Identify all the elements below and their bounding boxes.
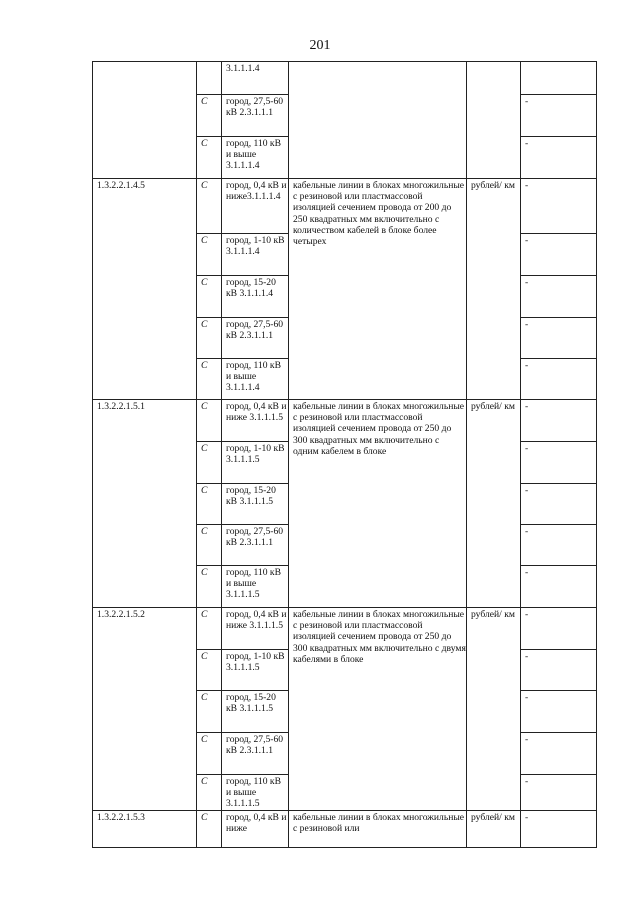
area-cell: город, 110 кВ и выше 3.1.1.1.5 bbox=[222, 775, 289, 811]
category-cell: С bbox=[197, 359, 222, 400]
table-row bbox=[93, 62, 597, 95]
value-cell: - bbox=[521, 276, 597, 318]
category-cell: С bbox=[197, 276, 222, 318]
area-cell: город, 110 кВ и выше 3.1.1.1.5 bbox=[222, 566, 289, 608]
category-cell: С bbox=[197, 137, 222, 179]
value-cell: - bbox=[521, 733, 597, 775]
value-cell: - bbox=[521, 650, 597, 691]
category-cell: С bbox=[197, 234, 222, 276]
table-row bbox=[93, 811, 597, 848]
category-cell: С bbox=[197, 95, 222, 137]
value-cell: - bbox=[521, 811, 597, 848]
area-cell: город, 27,5-60 кВ 2.3.1.1.1 bbox=[222, 318, 289, 359]
unit-cell: рублей/ км bbox=[467, 608, 521, 811]
unit-cell: рублей/ км bbox=[467, 400, 521, 608]
area-cell: город, 27,5-60 кВ 2.3.1.1.1 bbox=[222, 95, 289, 137]
area-cell: город, 110 кВ и выше 3.1.1.1.4 bbox=[222, 137, 289, 179]
code-cell: 1.3.2.2.1.5.2 bbox=[93, 608, 197, 811]
value-cell: - bbox=[521, 525, 597, 566]
area-cell: город, 0,4 кВ и ниже 3.1.1.1.5 bbox=[222, 608, 289, 650]
page-number: 201 bbox=[309, 38, 331, 53]
description-cell bbox=[289, 62, 467, 179]
category-cell: С bbox=[197, 733, 222, 775]
area-cell: 3.1.1.1.4 bbox=[222, 62, 289, 95]
code-cell: 1.3.2.2.1.4.5 bbox=[93, 179, 197, 400]
value-cell: - bbox=[521, 442, 597, 484]
table-row bbox=[93, 400, 597, 442]
category-cell: С bbox=[197, 608, 222, 650]
area-cell: город, 0,4 кВ и ниже3.1.1.1.4 bbox=[222, 179, 289, 234]
category-cell: С bbox=[197, 566, 222, 608]
value-cell: - bbox=[521, 318, 597, 359]
code-cell: 1.3.2.2.1.5.3 bbox=[93, 811, 197, 848]
category-cell: С bbox=[197, 442, 222, 484]
category-cell: С bbox=[197, 400, 222, 442]
value-cell: - bbox=[521, 234, 597, 276]
value-cell: - bbox=[521, 179, 597, 234]
area-cell: город, 15-20 кВ 3.1.1.1.5 bbox=[222, 484, 289, 525]
category-cell: С bbox=[197, 650, 222, 691]
value-cell: - bbox=[521, 359, 597, 400]
description-cell: кабельные линии в блоках многожильные с резиновой или пластмассовой изоляцией сечением провода от 200 до 250 квадратных мм включительно с количеством кабелей в блоке более четырех bbox=[289, 179, 467, 400]
category-cell: С bbox=[197, 179, 222, 234]
value-cell: - bbox=[521, 691, 597, 733]
area-cell: город, 27,5-60 кВ 2.3.1.1.1 bbox=[222, 525, 289, 566]
value-cell bbox=[521, 62, 597, 95]
category-cell: С bbox=[197, 691, 222, 733]
value-cell: - bbox=[521, 608, 597, 650]
value-cell: - bbox=[521, 95, 597, 137]
area-cell: город, 0,4 кВ и ниже 3.1.1.1.5 bbox=[222, 400, 289, 442]
category-cell: С bbox=[197, 484, 222, 525]
area-cell: город, 15-20 кВ 3.1.1.1.5 bbox=[222, 691, 289, 733]
category-cell bbox=[197, 62, 222, 95]
area-cell: город, 1-10 кВ 3.1.1.1.5 bbox=[222, 650, 289, 691]
description-cell: кабельные линии в блоках многожильные с резиновой или bbox=[289, 811, 467, 848]
value-cell: - bbox=[521, 484, 597, 525]
area-cell: город, 27,5-60 кВ 2.3.1.1.1 bbox=[222, 733, 289, 775]
area-cell: город, 1-10 кВ 3.1.1.1.5 bbox=[222, 442, 289, 484]
table-row bbox=[93, 179, 597, 234]
unit-cell: рублей/ км bbox=[467, 179, 521, 400]
value-cell: - bbox=[521, 137, 597, 179]
category-cell: С bbox=[197, 525, 222, 566]
category-cell: С bbox=[197, 318, 222, 359]
area-cell: город, 1-10 кВ 3.1.1.1.4 bbox=[222, 234, 289, 276]
area-cell: город, 0,4 кВ и ниже bbox=[222, 811, 289, 848]
value-cell: - bbox=[521, 566, 597, 608]
unit-cell: рублей/ км bbox=[467, 811, 521, 848]
value-cell: - bbox=[521, 400, 597, 442]
description-cell: кабельные линии в блоках многожильные с резиновой или пластмассовой изоляцией сечением провода от 250 до 300 квадратных мм включительно с двумя кабелями в блоке bbox=[289, 608, 467, 811]
code-cell bbox=[93, 62, 197, 179]
category-cell: С bbox=[197, 811, 222, 848]
value-cell: - bbox=[521, 775, 597, 811]
code-cell: 1.3.2.2.1.5.1 bbox=[93, 400, 197, 608]
tariff-table bbox=[92, 61, 597, 848]
unit-cell bbox=[467, 62, 521, 179]
area-cell: город, 110 кВ и выше 3.1.1.1.4 bbox=[222, 359, 289, 400]
description-cell: кабельные линии в блоках многожильные с резиновой или пластмассовой изоляцией сечением провода от 250 до 300 квадратных мм включительно с одним кабелем в блоке bbox=[289, 400, 467, 608]
table-body bbox=[93, 62, 597, 848]
table-row bbox=[93, 608, 597, 650]
area-cell: город, 15-20 кВ 3.1.1.1.4 bbox=[222, 276, 289, 318]
category-cell: С bbox=[197, 775, 222, 811]
